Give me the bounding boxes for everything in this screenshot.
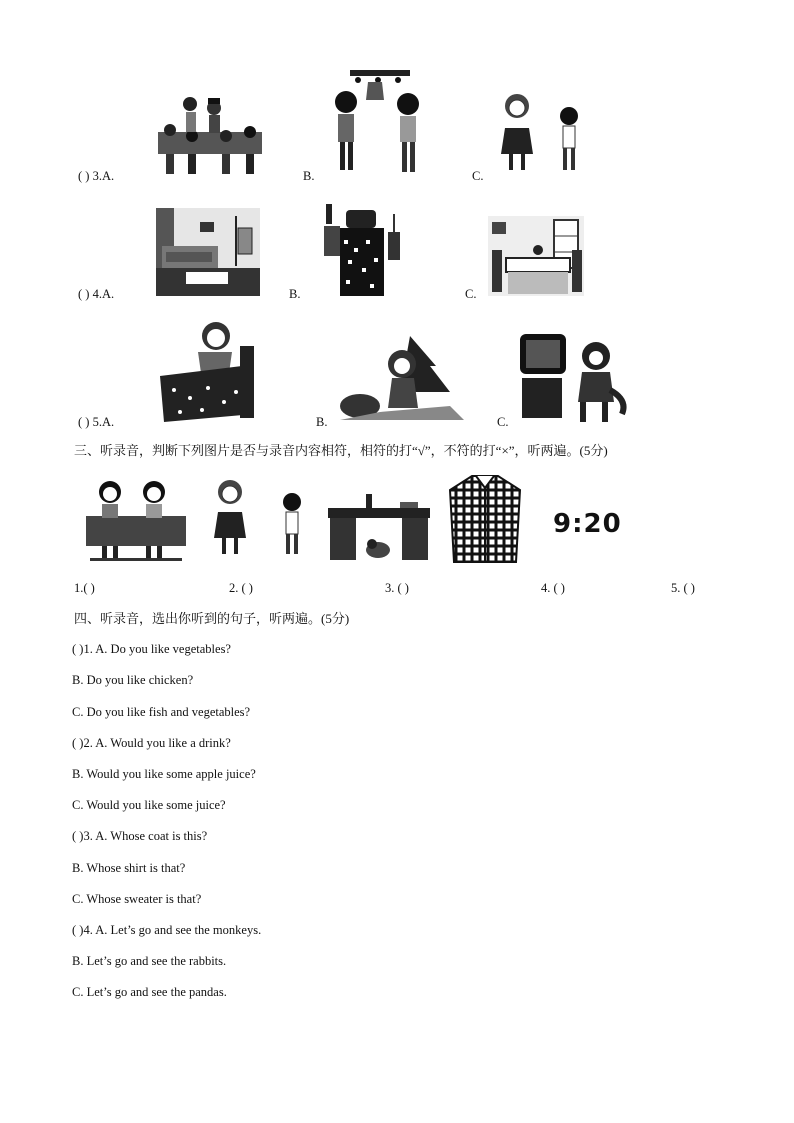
q1-option-b: B. Do you like chicken? [72,673,194,687]
row-4-number-label: ( ) 4.A. [78,287,115,301]
picture-3a-children-and-teacher [156,92,264,178]
row-3-option-b: B. [303,169,315,183]
row-4-option-c: C. [465,287,477,301]
q1-option-c: C. Do you like fish and vegetables? [72,705,251,719]
section-4-heading: 四、听录音，选出你听到的句子，听两遍。(5分) [74,611,350,626]
picture-3c-girl-and-boy [493,88,585,176]
row-3-option-c: C. [472,169,484,183]
picture-t4-checked-shirt [448,474,522,564]
picture-t2-girl-and-boy [206,478,308,558]
row-5-option-b: B. [316,415,328,429]
row-5-number-label: ( ) 5.A. [78,415,115,429]
q4-option-a: ( )4. A. Let’s go and see the monkeys. [72,923,262,937]
answer-label-4: 4. ( ) [541,581,565,595]
q3-option-b: B. Whose shirt is that? [72,861,186,875]
picture-t1-children-at-table [86,478,186,562]
picture-t3-desk-with-cat [326,492,432,562]
q1-option-a: ( )1. A. Do you like vegetables? [72,642,231,656]
answer-label-1: 1.( ) [74,581,95,595]
picture-4a-living-room [156,208,260,296]
row-5-option-c: C. [497,415,509,429]
q2-option-b: B. Would you like some apple juice? [72,767,256,781]
q4-option-c: C. Let’s go and see the pandas. [72,985,227,999]
q4-option-b: B. Let’s go and see the rabbits. [72,954,227,968]
section-3-heading: 三、听录音，判断下列图片是否与录音内容相符，相符的打“√”，不符的打“×”，听两遍。(5分) [74,443,608,458]
picture-5b-cartoon-by-tree [340,336,464,424]
picture-5c-cartoon-at-tv [518,330,628,426]
clock-time-text: 9:20 [553,509,622,539]
answer-label-3: 3. ( ) [385,581,409,595]
q3-option-a: ( )3. A. Whose coat is this? [72,829,208,843]
row-4-option-b: B. [289,287,301,301]
row-3-number-label: ( ) 3.A. [78,169,115,183]
picture-5a-cartoon-on-bed [158,318,258,426]
q3-option-c: C. Whose sweater is that? [72,892,202,906]
picture-4c-dining-room [488,216,584,296]
answer-label-5: 5. ( ) [671,581,695,595]
q2-option-a: ( )2. A. Would you like a drink? [72,736,231,750]
q2-option-c: C. Would you like some juice? [72,798,226,812]
answer-label-2: 2. ( ) [229,581,253,595]
picture-4b-bedroom [322,200,404,298]
picture-3b-boys-with-clothes [328,66,428,176]
